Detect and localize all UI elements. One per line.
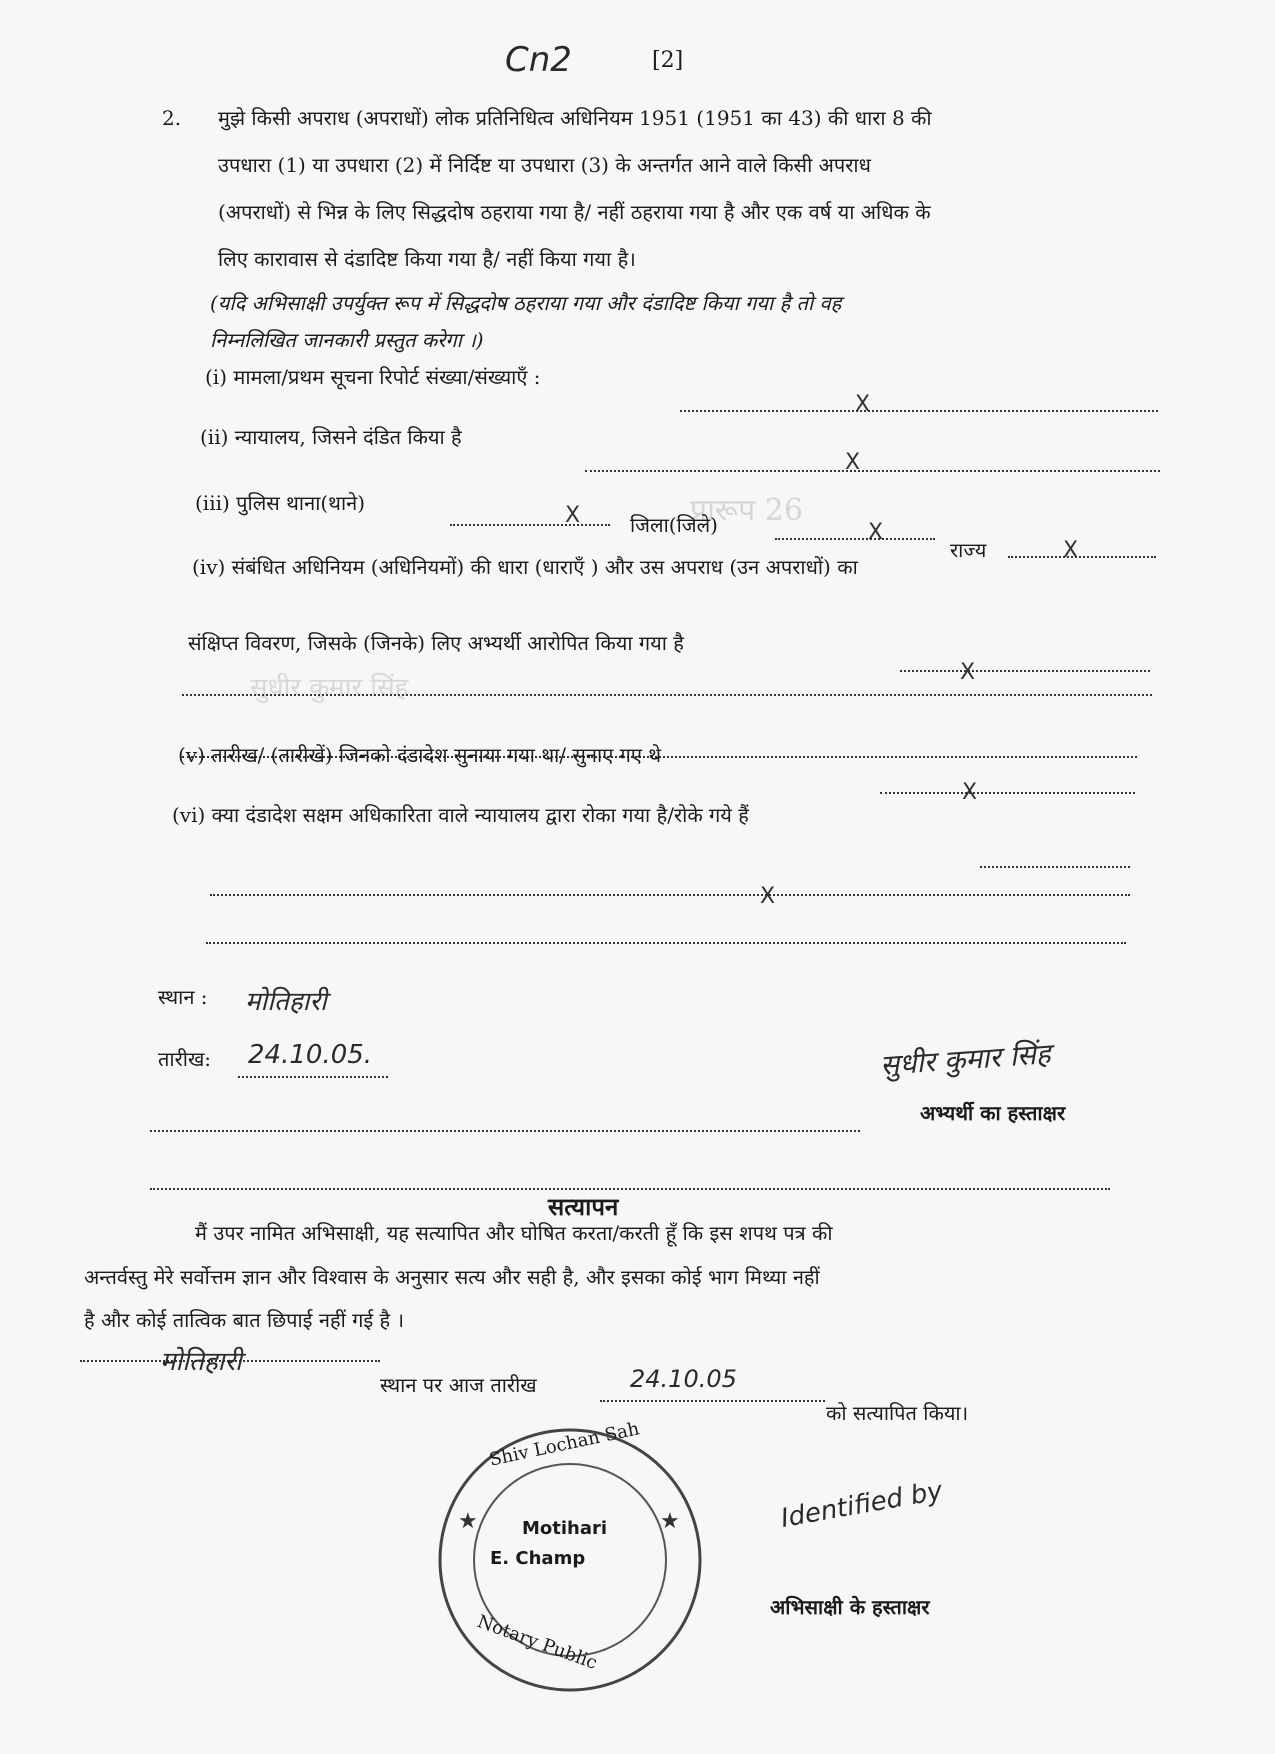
candidate-signature: सुधीर कुमार सिंह [879, 1037, 1052, 1082]
item-i-label: (i) मामला/प्रथम सूचना रिपोर्ट संख्या/संख्याएँ : [205, 365, 541, 389]
item-v-label: (v) तारीख/ (तारीखें) जिनको दंडादेश सुनाया गया था/ सुनाए गए थे [178, 743, 662, 767]
item-iii-district-label: जिला(जिले) [630, 513, 718, 537]
section2-line3: (अपराधों) से भिन्न के लिए सिद्धदोष ठहराया गया है/ नहीं ठहराया गया है और एक वर्ष या अधिक के [218, 200, 931, 224]
candidate-signature-label: अभ्यर्थी का हस्ताक्षर [920, 1101, 1066, 1125]
item-i-cross-mark: X [855, 392, 871, 417]
section2-note-line2: निम्नलिखित जानकारी प्रस्तुत करेगा ।) [210, 328, 484, 352]
item-iv-cross-mark: X [960, 660, 976, 685]
section2-line4: लिए कारावास से दंडादिष्ट किया गया है/ नहीं किया गया है। [218, 247, 636, 271]
verification-place-handwritten: मोतिहारी [160, 1347, 242, 1377]
verification-para-line2: अन्तर्वस्तु मेरे सर्वोत्तम ज्ञान और विश्वास के अनुसार सत्य और सही है, और इसका कोई भाग मिथ्या नहीं [84, 1265, 820, 1289]
item-iii-label: (iii) पुलिस थाना(थाने) [195, 491, 366, 515]
svg-text:★: ★ [458, 1509, 478, 1534]
item-vi-blank-line2 [210, 894, 1130, 896]
section-number: 2. [162, 106, 182, 130]
place-value-handwritten: मोतिहारी [245, 987, 327, 1017]
item-iii-district-cross: X [868, 520, 884, 545]
verification-para-line1: मैं उपर नामित अभिसाक्षी, यह सत्यापित और घोषित करता/करती हूँ कि इस शपथ पत्र की [195, 1221, 833, 1245]
handwritten-page-mark: Cn2 [505, 40, 572, 80]
item-iii-station-cross: X [565, 503, 581, 528]
identified-by-handwritten: Identified by [778, 1476, 945, 1534]
item-iii-state-label: राज्य [950, 538, 987, 562]
item-i-blank-line [680, 410, 1158, 412]
item-iv-blank-short [900, 670, 1150, 672]
item-ii-cross-mark: X [845, 450, 861, 475]
item-iii-district-blank [775, 538, 935, 540]
notary-stamp [430, 1420, 710, 1700]
item-vi-label: (vi) क्या दंडादेश सक्षम अधिकारिता वाले न्यायालय द्वारा रोका गया है/रोके गये हैं [172, 803, 749, 827]
section2-line1: मुझे किसी अपराध (अपराधों) लोक प्रतिनिधित्व अधिनियम 1951 (1951 का 43) की धारा 8 की [218, 106, 932, 130]
item-vi-blank-short [980, 866, 1130, 868]
place-label: स्थान : [158, 985, 208, 1009]
verification-place-text: स्थान पर आज तारीख [380, 1373, 537, 1397]
page-number: [2] [652, 48, 684, 73]
verification-date-handwritten: 24.10.05 [630, 1365, 737, 1393]
item-iii-state-cross: X [1063, 538, 1079, 563]
item-iv-line2: संक्षिप्त विवरण, जिसके (जिनके) लिए अभ्यर्थी आरोपित किया गया है [188, 631, 684, 655]
section2-note-line1: (यदि अभिसाक्षी उपर्युक्त रूप में सिद्धदोष ठहराया गया और दंडादिष्ट किया गया है तो वह [210, 291, 842, 315]
verification-para-line3: है और कोई तात्विक बात छिपाई नहीं गई है । [84, 1308, 405, 1332]
item-iii-state-blank [1008, 556, 1156, 558]
item-vi-blank-line3 [206, 942, 1126, 944]
item-iv-blank-line2 [182, 694, 1152, 696]
item-ii-label: (ii) न्यायालय, जिसने दंडित किया है [200, 425, 462, 449]
verification-date-blank [600, 1400, 825, 1402]
separator-dotted-line [150, 1130, 860, 1132]
item-iv-line1: (iv) संबंधित अधिनियम (अधिनियमों) की धारा (धाराएँ ) और उस अपराध (उन अपराधों) का [192, 555, 858, 579]
date-value-handwritten: 24.10.05. [248, 1040, 373, 1070]
section2-line2: उपधारा (1) या उपधारा (2) में निर्दिष्ट या उपधारा (3) के अन्तर्गत आने वाले किसी अपराध [218, 153, 871, 177]
item-vi-cross-mark: X [760, 884, 776, 909]
verification-verified-text: को सत्यापित किया। [826, 1401, 969, 1425]
item-iii-station-blank [450, 524, 610, 526]
stamp-bottom-arc: Notary Public [474, 1611, 600, 1674]
stamp-top-arc: Shiv Lochan Sah [487, 1418, 642, 1471]
svg-text:★: ★ [660, 1509, 680, 1534]
item-ii-blank-line [585, 470, 1160, 472]
stamp-line1: Motihari [522, 1518, 608, 1539]
item-v-cross-mark: X [962, 780, 978, 805]
verification-heading: सत्यापन [548, 1192, 619, 1221]
deponent-signature-label: अभिसाक्षी के हस्ताक्षर [770, 1595, 930, 1619]
stamp-line2: E. Champ [490, 1548, 586, 1569]
date-blank-line [238, 1076, 388, 1078]
separator-dotted-line-2 [150, 1188, 1110, 1190]
date-label: तारीख: [158, 1047, 212, 1071]
bleed-through-text: प्रारूप 26 [690, 493, 803, 528]
bleed-through-text: सुधीर कुमार सिंह [250, 673, 409, 703]
item-v-blank-line [880, 792, 1135, 794]
